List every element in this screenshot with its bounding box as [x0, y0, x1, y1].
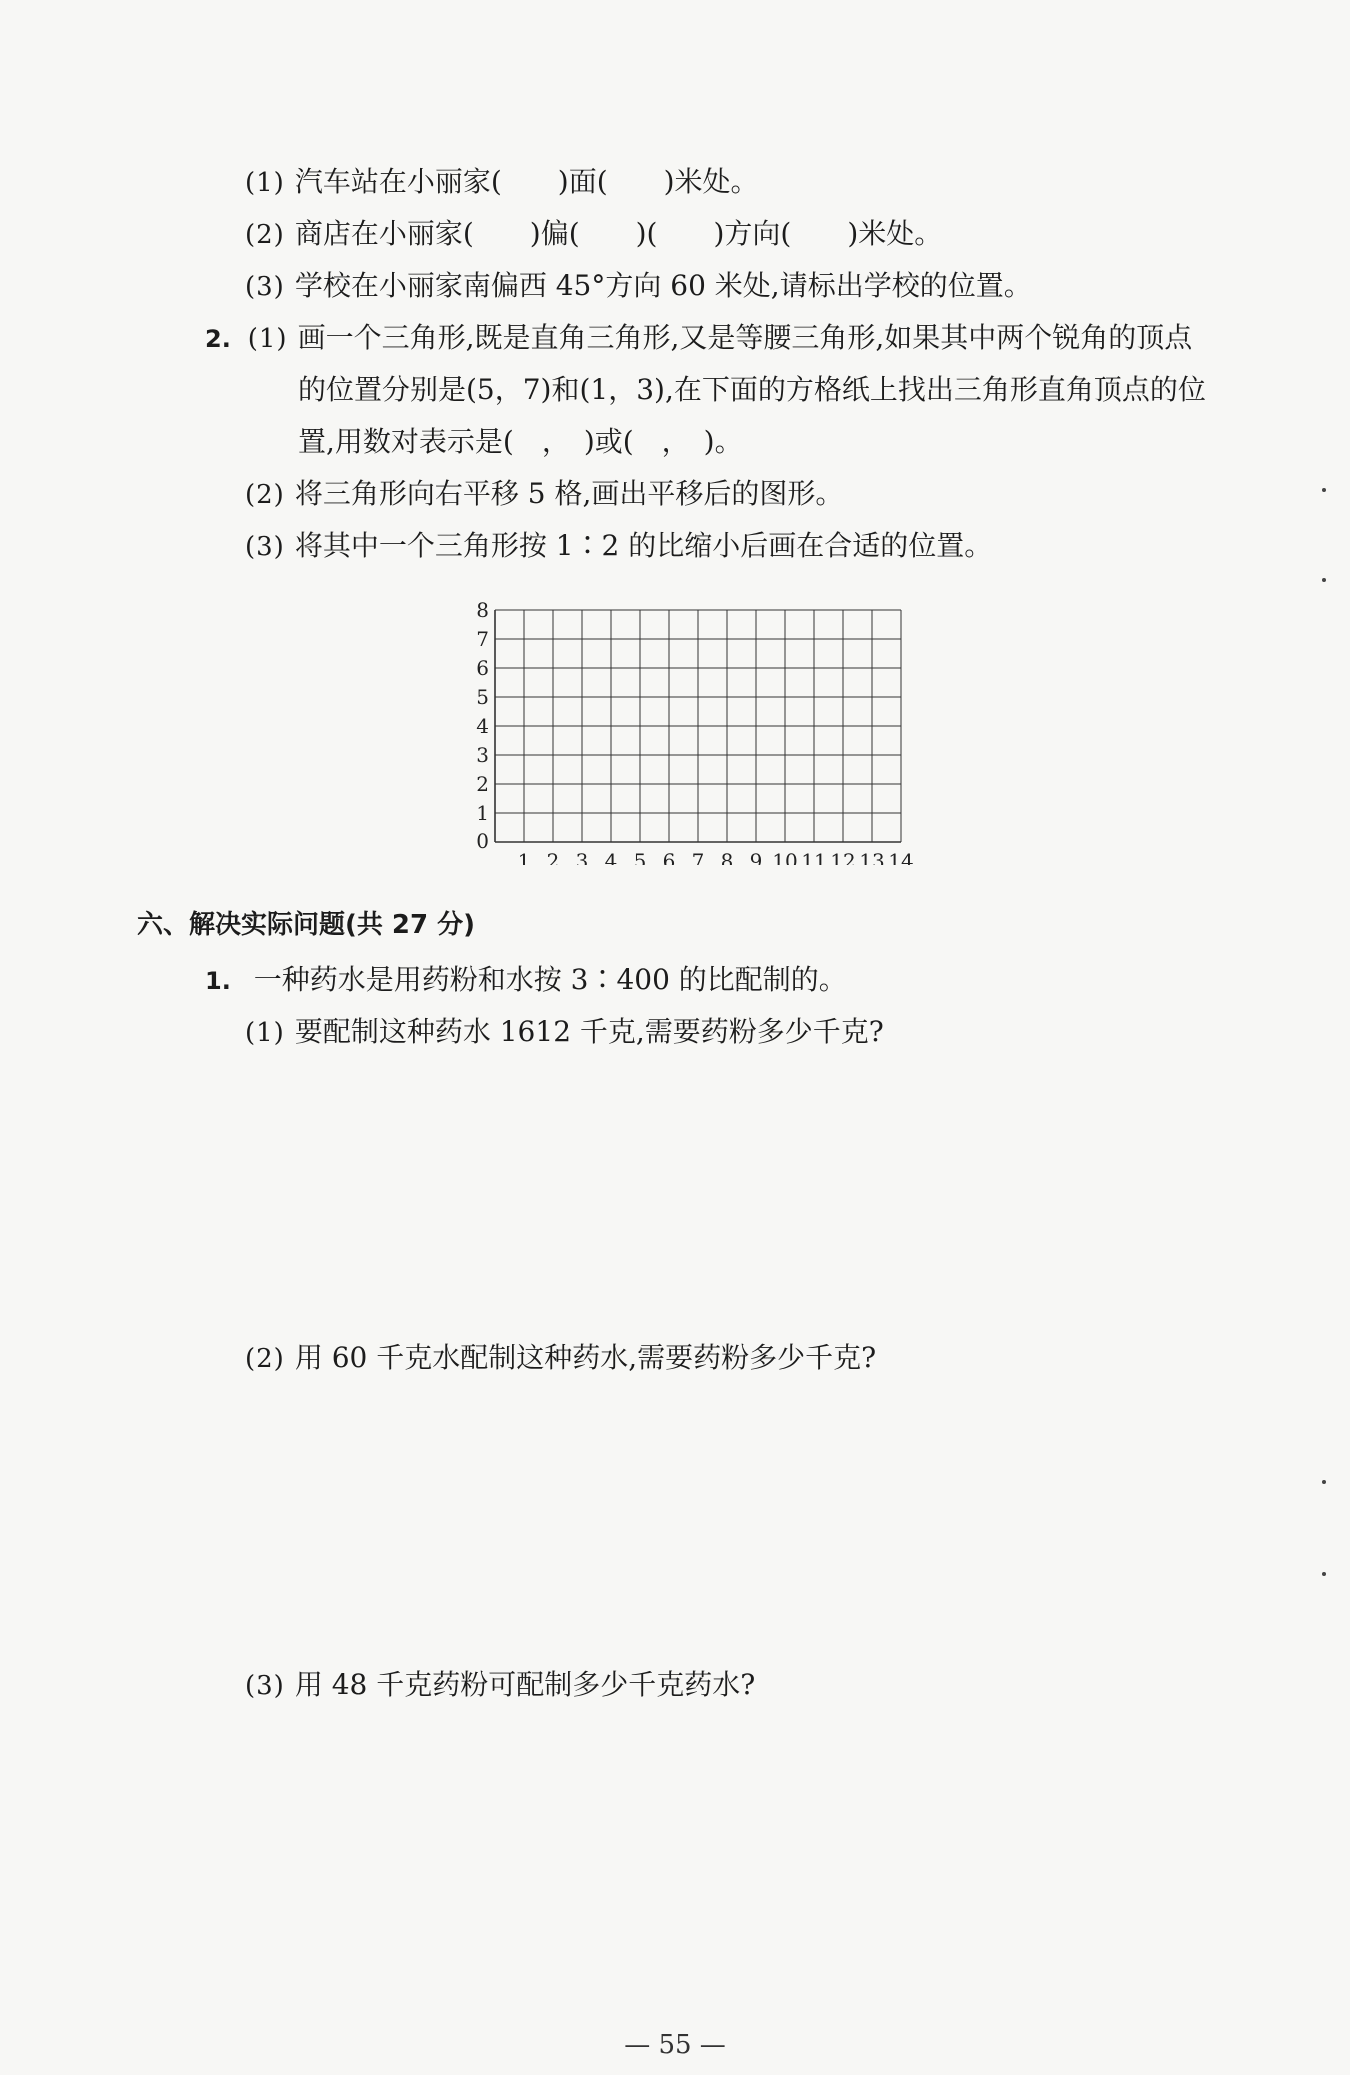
x-tick-label: 8	[720, 849, 734, 865]
scan-speck	[1322, 488, 1326, 492]
grid-svg[interactable]	[455, 595, 925, 865]
q2-part2-text: 将三角形向右平移 5 格,画出平移后的图形。	[294, 477, 844, 510]
y-tick-label: 1	[476, 801, 489, 825]
q2-part1-line3: 置,用数对表示是( ， )或( ， )。	[298, 425, 743, 458]
q2-part2	[245, 474, 843, 515]
q2-part1-line2: 的位置分别是(5，7)和(1，3),在下面的方格纸上找出三角形直角顶点的位	[298, 373, 1206, 406]
q2-part3	[245, 526, 992, 567]
q1-part2-text: 商店在小丽家( )偏( )( )方向( )米处。	[294, 217, 943, 250]
scan-speck	[1322, 1480, 1326, 1484]
s6-q1-part2	[245, 1338, 876, 1379]
q2-part3-label: (3)	[245, 532, 285, 562]
s6-q1-part1	[245, 1012, 884, 1053]
scan-speck	[1322, 578, 1326, 582]
s6-q1-number: 1.	[205, 967, 231, 995]
q1-part3-text: 学校在小丽家南偏西 45°方向 60 米处,请标出学校的位置。	[294, 269, 1032, 302]
s6-q1-part3-text: 用 48 千克药粉可配制多少千克药水?	[294, 1668, 756, 1701]
page-number: — 55 —	[624, 2030, 726, 2060]
x-tick-label: 9	[749, 849, 763, 865]
y-tick-label: 7	[476, 627, 489, 651]
y-tick-label: 2	[476, 772, 489, 796]
x-tick-label: 3	[575, 849, 589, 865]
y-tick-label: 4	[476, 714, 489, 738]
s6-q1-part3	[245, 1665, 755, 1706]
s6-q1-part3-label: (3)	[245, 1671, 285, 1701]
x-tick-label: 12	[830, 849, 856, 865]
x-tick-label: 14	[888, 849, 914, 865]
coordinate-grid[interactable]	[455, 595, 925, 869]
q2-part1-label: (1)	[247, 324, 288, 354]
x-tick-label: 2	[546, 849, 560, 865]
y-tick-label: 8	[476, 598, 489, 622]
y-tick-label: 3	[476, 743, 489, 767]
scan-speck	[1322, 1572, 1326, 1576]
x-tick-label: 1	[517, 849, 531, 865]
q2-number: 2.	[205, 325, 231, 353]
s6-q1-text: 一种药水是用药粉和水按 3∶400 的比配制的。	[253, 963, 847, 996]
q2-part3-text: 将其中一个三角形按 1∶2 的比缩小后画在合适的位置。	[294, 529, 993, 562]
q2-part1-text-line1: 画一个三角形,既是直角三角形,又是等腰三角形,如果其中两个锐角的顶点	[297, 321, 1193, 354]
x-tick-label: 11	[801, 849, 827, 865]
x-tick-label: 5	[633, 849, 647, 865]
s6-q1-part2-label: (2)	[245, 1344, 285, 1374]
x-tick-label: 7	[691, 849, 705, 865]
x-tick-label: 13	[859, 849, 885, 865]
section6-heading: 六、解决实际问题(共 27 分)	[137, 910, 476, 940]
x-tick-label: 6	[662, 849, 676, 865]
q1-part1-label: (1)	[245, 168, 285, 198]
q1-part2	[245, 214, 942, 255]
q1-part1	[245, 162, 759, 203]
y-tick-label: 5	[476, 685, 489, 709]
q2-part2-label: (2)	[245, 480, 285, 510]
q1-part3	[245, 266, 1032, 307]
x-tick-label: 10	[772, 849, 798, 865]
s6-q1-part1-label: (1)	[245, 1018, 285, 1048]
s6-q1-part1-text: 要配制这种药水 1612 千克,需要药粉多少千克?	[294, 1015, 884, 1048]
s6-q1-part2-text: 用 60 千克水配制这种药水,需要药粉多少千克?	[294, 1341, 877, 1374]
q1-part2-label: (2)	[245, 220, 285, 250]
q1-part3-label: (3)	[245, 272, 285, 302]
q1-part1-text: 汽车站在小丽家( )面( )米处。	[294, 165, 759, 198]
x-tick-label: 4	[604, 849, 618, 865]
origin-label: 0	[476, 829, 489, 853]
q2-part1-line1	[205, 318, 1192, 359]
y-tick-label: 6	[476, 656, 489, 680]
s6-q1	[205, 960, 847, 1001]
